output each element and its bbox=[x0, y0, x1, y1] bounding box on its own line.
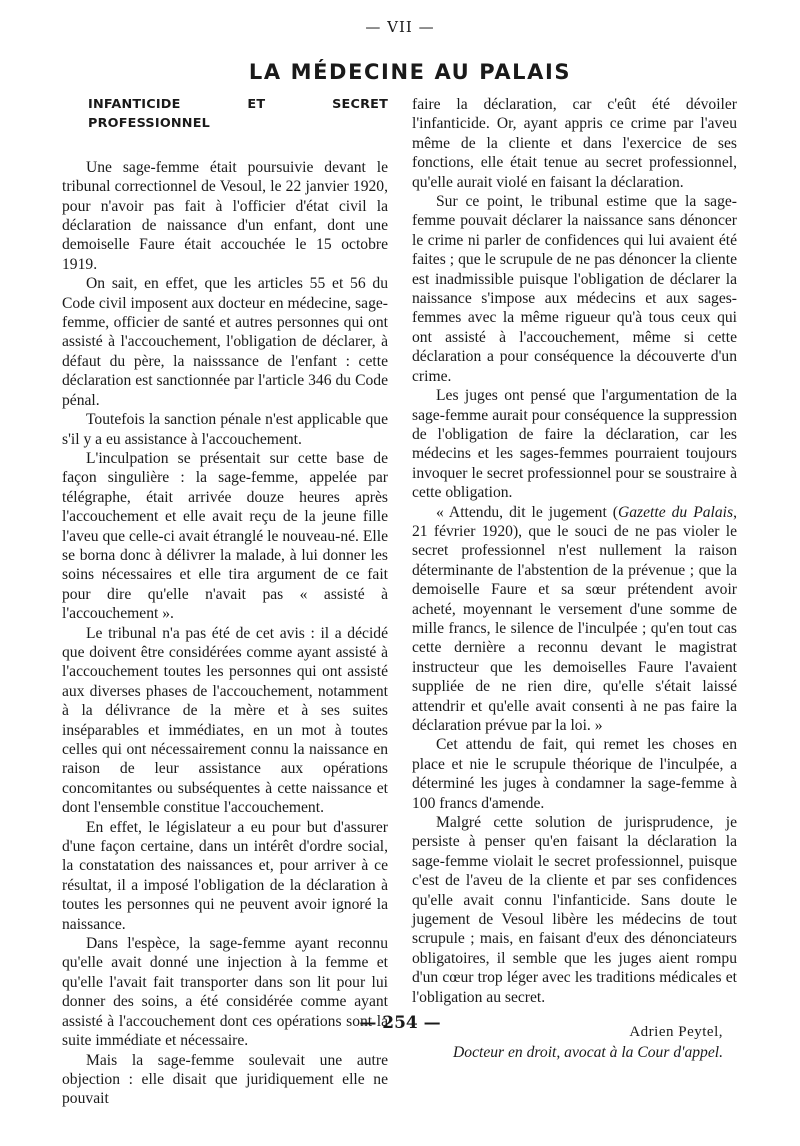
paragraph: On sait, en effet, que les articles 55 et 56 du Code civil imposent aux docteur en médecine, sage-femme, officier de santé et autres personnes qui ont assisté à l'accouchement, l'obligation de déclarer, à défaut du père, la naisssance de l'enfant : cette déclaration est sanctionnée par l'article 346 du Code pénal. bbox=[62, 275, 388, 409]
paragraph: Toutefois la sanction pénale n'est applicable que s'il y a eu assistance à l'accouchement. bbox=[62, 411, 388, 448]
right-column bbox=[412, 95, 737, 1062]
page-number: — 254 — bbox=[359, 1013, 441, 1033]
page-title: LA MÉDECINE AU PALAIS bbox=[248, 60, 572, 84]
paragraph: Le tribunal n'a pas été de cet avis : il a décidé que doivent être considérées comme ayant assisté à l'accouchement toutes les personnes qui ont assisté aux diverses phases de l'accouchement, notamment à la délivrance de la mère et à ses suites inséparables et immédiates, en un mot à toutes celles qui ont nécessairement connu la naissance en raison de leur assistance aux opérations concomitantes ou subséquentes à cette naissance et dont l'ensemble constitue l'accouchement. bbox=[62, 624, 388, 817]
quote-source: Gazette du Palais bbox=[618, 503, 734, 521]
author-title: Docteur en droit, avocat à la Cour d'appel. bbox=[453, 1043, 723, 1061]
judgment-quote bbox=[412, 503, 737, 736]
article-subheading: INFANTICIDE ET SECRET PROFESSIONNEL bbox=[88, 97, 388, 132]
quote-lead: « Attendu, dit le jugement ( bbox=[436, 503, 618, 521]
paragraph: Cet attendu de fait, qui remet les choses en place et nie le scrupule théorique de l'inculpée, a déterminé les juges à condamner la sage-femme à 100 francs d'amende. bbox=[412, 736, 737, 812]
paragraph: Une sage-femme était poursuivie devant le tribunal correctionnel de Vesoul, le 22 janvier 1920, pour n'avoir pas fait à l'officier d'état civil la déclaration de naissance d'un enfant, dont une demoiselle Faure était accouchée le 15 octobre 1919. bbox=[62, 158, 388, 273]
left-column bbox=[62, 95, 388, 1109]
paragraph: Sur ce point, le tribunal estime que la sage-femme pouvait déclarer la naissance sans dénoncer le crime ni parler de confidences qui lui avaient été faites ; que le scrupule de ne pas dénoncer la cliente est inadmissible puisque l'obligation de déclarer la naissance s'impose aux médecins et aux sages-femmes avec la même rigueur qu'à tous ceux qui ont assisté à l'accouchement, même si cette déclaration a pour conséquence la découverte d'un crime. bbox=[412, 193, 737, 385]
author-name: Adrien Peytel, bbox=[629, 1024, 723, 1041]
paragraph: Malgré cette solution de jurisprudence, je persiste à penser qu'en faisant la déclaration la sage-femme violait le secret professionnel, puisque c'est de l'aveu de la cliente et par ses confidences qu'elle avait connu l'infanticide. Sans doute le jugement de Vesoul libère les médecins de tout scrupule ; mais, en faisant d'eux des dénonciateurs obligatoires, il semble que les juges aient rompu d'un cœur trop léger avec les traditions médicales et l'obligation au secret. bbox=[412, 814, 737, 1006]
roman-page-number: — VII — bbox=[365, 18, 435, 36]
quote-body: , 21 février 1920), que le souci de ne pas violer le secret professionnel n'est nullement la raison déterminante de l'abstention de la prévenue ; que la demoiselle Faure et sa sœur prétendent avoir acheté, moyennant le versement d'une somme de mille francs, le silence de l'inculpée ; qu'en tout cas cette dernière a reconnu devant le magistrat instructeur que les demoiselles Faure l'avaient suppliée de ne rien dire, qu'elle s'était laissé attendrir et qu'elle avait consenti à ne pas faire la déclaration prévue par la loi. » bbox=[412, 503, 737, 734]
paragraph: Dans l'espèce, la sage-femme ayant reconnu qu'elle avait donné une injection à la femme et qu'elle l'avait fait transporter dans son lit pour lui donner des soins, a été considérée comme ayant assisté à l'accouchement dont ces opérations sont la suite immédiate et nécessaire. bbox=[62, 935, 388, 1050]
paragraph: L'inculpation se présentait sur cette base de façon singulière : la sage-femme, appelée par télégraphe, était arrivée douze heures après l'accouchement et elle avait reçu de la jeune fille l'aveu que celle-ci avait étranglé le nouveau-né. Elle se borna donc à délivrer la malade, à lui donner les soins nécessaires et elle tira argument de ce fait pour dire qu'elle n'avait pas « assisté à l'accouchement ». bbox=[62, 449, 388, 623]
paragraph: Les juges ont pensé que l'argumentation de la sage-femme aurait pour conséquence la suppression de l'obligation de faire la déclaration, car les médecins et les sages-femmes pourraient toujours invoquer le secret professionnel pour se soustraire à cette obligation. bbox=[412, 387, 737, 502]
paragraph-continuation: faire la déclaration, car c'eût été dévoiler l'infanticide. Or, ayant appris ce crime par l'aveu même de la cliente et dans l'exercice de ses fonctions, elle était tenue au secret professionnel, qu'elle aurait violé en faisant la déclaration. bbox=[412, 96, 737, 191]
paragraph: En effet, le législateur a eu pour but d'assurer d'une façon certaine, dans un intérêt d'ordre social, la constatation des naissances et, pour arriver à ce résultat, il a imposé l'obligation de la déclaration à toutes les personnes qui ne peuvent avoir ignoré la naissance. bbox=[62, 818, 388, 933]
paragraph: Mais la sage-femme soulevait une autre objection : elle disait que juridiquement elle ne pouvait bbox=[62, 1051, 388, 1108]
